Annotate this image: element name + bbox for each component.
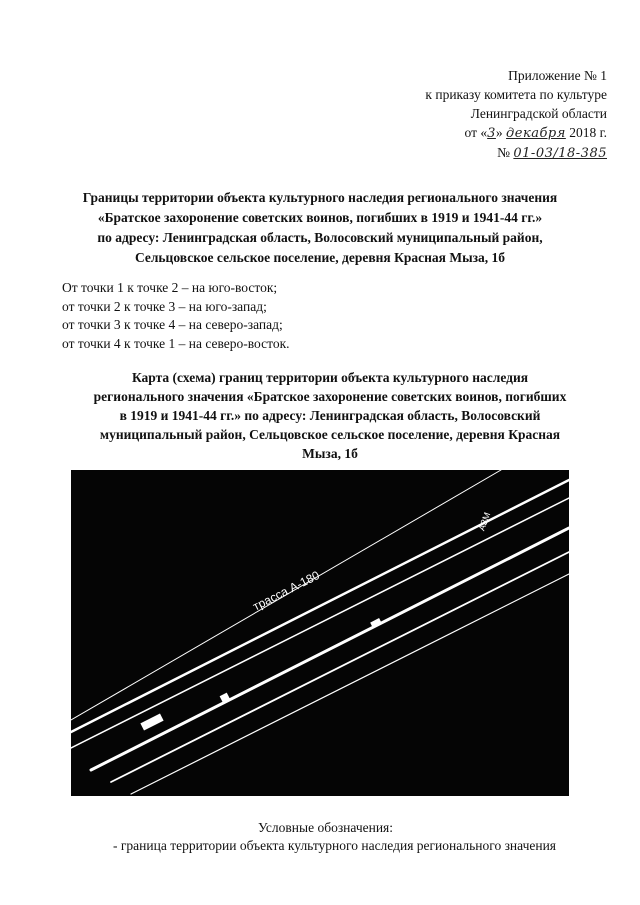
- map-title-line: Карта (схема) границ территории объекта культурного наследия: [131, 370, 529, 385]
- map-title-line: регионального значения «Братское захоронение советских воинов, погибших: [93, 389, 567, 404]
- points-item: от точки 3 к точке 4 – на северо-запад;: [62, 317, 283, 332]
- road-edge: [71, 480, 569, 732]
- number-value: 01-03/18-385: [513, 146, 607, 161]
- appendix-date: [425, 123, 607, 143]
- boundaries-title-line: по адресу: Ленинградская область, Волосовский муниципальный район,: [97, 230, 543, 245]
- legend-title: Условные обозначения:: [258, 820, 394, 835]
- appendix-number: [425, 143, 607, 163]
- number-prefix: №: [497, 145, 511, 160]
- boundaries-title-line: Сельцовское сельское поселение, деревня Красная Мыза, 1б: [134, 250, 506, 265]
- appendix-title: Приложение № 1: [508, 68, 607, 83]
- date-prefix: от «: [464, 125, 488, 140]
- points-item: от точки 2 к точке 3 – на юго-запад;: [62, 298, 267, 314]
- date-month: декабря: [506, 126, 566, 141]
- corner-label: АЗМ: [476, 510, 493, 533]
- road-edge: [71, 498, 569, 748]
- legend-item: - граница территории объекта культурного наследия регионального значения: [113, 838, 557, 853]
- map-title-line: Мыза, 1б: [302, 446, 358, 461]
- points-item: От точки 1 к точке 2 – на юго-восток;: [62, 280, 278, 295]
- appendix-order: к приказу комитета по культуре: [425, 87, 607, 102]
- road-edge: [131, 574, 569, 794]
- appendix-block: [425, 66, 607, 163]
- boundaries-title: [40, 188, 600, 268]
- date-day: 3: [487, 126, 496, 141]
- road-edge: [111, 552, 569, 782]
- points-list: [62, 279, 290, 353]
- date-year: 2018 г.: [569, 125, 607, 140]
- map-marker: [140, 713, 163, 730]
- map-title-line: в 1919 и 1941-44 гг.» по адресу: Ленинградская область, Волосовский: [119, 408, 541, 423]
- road-label: трасса А-180: [250, 568, 322, 614]
- map-title: [60, 368, 600, 463]
- date-mid: »: [495, 125, 503, 140]
- appendix-region: Ленинградской области: [470, 106, 607, 121]
- road-edge: [91, 528, 569, 770]
- boundaries-title-line: Границы территории объекта культурного наследия регионального значения: [82, 190, 558, 205]
- boundaries-title-line: «Братское захоронение советских воинов, погибших в 1919 и 1941-44 гг.»: [97, 210, 543, 225]
- points-item: от точки 4 к точке 1 – на северо-восток.: [62, 335, 290, 351]
- map-title-line: муниципальный район, Сельцовское сельское поселение, деревня Красная: [99, 427, 561, 442]
- map-scheme: [71, 470, 569, 796]
